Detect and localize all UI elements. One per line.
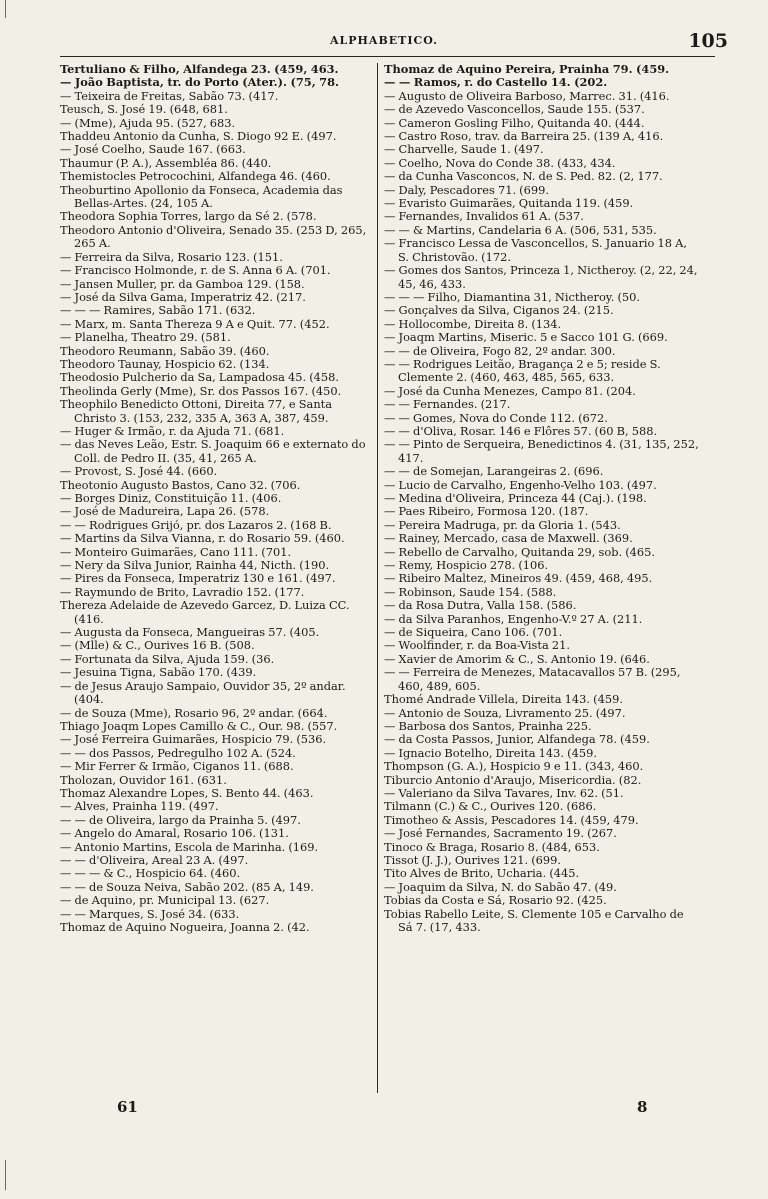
directory-entry: Thomaz de Aquino Nogueira, Joanna 2. (42.	[60, 920, 310, 934]
directory-entry: — Joaquim da Silva, N. do Sabão 47. (49.	[384, 879, 617, 894]
directory-entry: — Raymundo de Brito, Lavradio 152. (177.	[60, 584, 305, 599]
right-column	[384, 63, 700, 934]
header-rule	[60, 56, 715, 57]
directory-entry: — — — & C., Hospicio 64. (460.	[60, 866, 241, 881]
directory-entry: — de Siqueira, Cano 106. (701.	[384, 625, 563, 640]
directory-entry: — da Silva Paranhos, Engenho-V.º 27 A. (211.	[384, 611, 643, 626]
directory-entry: — Angelo do Amaral, Rosario 106. (131.	[60, 826, 289, 841]
directory-entry: Thomé Andrade Villela, Direita 143. (459.	[384, 692, 623, 707]
directory-entry: — (Mlle) & C., Ourives 16 B. (508.	[60, 638, 255, 653]
directory-entry: — Teixeira de Freitas, Sabão 73. (417.	[60, 88, 279, 103]
directory-entry: — Provost, S. José 44. (660.	[60, 464, 218, 479]
directory-entry: — — — Ramires, Sabão 171. (632.	[60, 303, 256, 318]
directory-entry: Thaumur (P. A.), Assembléa 86. (440.	[60, 155, 272, 170]
directory-entry: Thereza Adelaide de Azevedo Garcez, D. Luiza CC. (416.	[60, 598, 350, 626]
directory-entry: — Lucio de Carvalho, Engenho-Velho 103. (497.	[384, 477, 657, 492]
directory-entry: — Robinson, Saude 154. (588.	[384, 584, 557, 599]
running-header: ALPHABETICO.	[329, 34, 438, 47]
directory-entry: — — de Souza Neiva, Sabão 202. (85 A, 149.	[60, 879, 314, 894]
page-number: 105	[688, 30, 728, 52]
directory-entry: — José de Madureira, Lapa 26. (578.	[60, 504, 270, 519]
directory-entry: Theoburtino Apollonio da Fonseca, Academia das Bellas-Artes. (24, 105 A.	[60, 182, 343, 211]
signature-mark-right: 8	[637, 1098, 648, 1116]
directory-entry: Theotonio Augusto Bastos, Cano 32. (706.	[60, 477, 301, 492]
directory-entry: — da Rosa Dutra, Valla 158. (586.	[384, 598, 577, 613]
directory-entry: — Woolfinder, r. da Boa-Vista 21.	[384, 638, 570, 653]
directory-entry: Tertuliano & Filho, Alfandega 23. (459, 463.	[60, 62, 339, 76]
directory-entry: — Francisco Holmonde, r. de S. Anna 6 A. (701.	[60, 263, 331, 278]
directory-entry: Tiburcio Antonio d'Araujo, Misericordia. (82.	[384, 772, 642, 787]
directory-entry: — Xavier de Amorim & C., S. Antonio 19. (646.	[384, 651, 650, 666]
directory-entry: — — Marques, S. José 34. (633.	[60, 906, 240, 921]
directory-entry: — José Ferreira Guimarães, Hospicio 79. (536.	[60, 732, 327, 747]
directory-entry: — Charvelle, Saude 1. (497.	[384, 142, 544, 157]
left-margin-mark	[5, 1160, 6, 1190]
directory-entry: — de Azevedo Vasconcellos, Saude 155. (537.	[384, 102, 645, 117]
directory-entry: — Medina d'Oliveira, Princeza 44 (Caj.). (198.	[384, 491, 647, 505]
directory-entry: — Gonçalves da Silva, Ciganos 24. (215.	[384, 303, 614, 318]
directory-entry: Tinoco & Braga, Rosario 8. (484, 653.	[384, 839, 600, 854]
directory-entry: — Mir Ferrer & Irmão, Ciganos 11. (688.	[60, 759, 294, 774]
directory-entry: — Jansen Muller, pr. da Gamboa 129. (158.	[60, 276, 305, 291]
directory-entry: — Nery da Silva Junior, Rainha 44, Nicth. (190.	[60, 558, 330, 573]
directory-entry: — Castro Roso, trav. da Barreira 25. (139 A, 416.	[384, 129, 664, 144]
directory-entry: — Gomes dos Santos, Princeza 1, Nictheroy. (2, 22, 24, 45, 46, 433.	[384, 263, 698, 291]
directory-entry: — — Rodrigues Grijó, pr. dos Lazaros 2. (168 B.	[60, 517, 332, 532]
directory-entry: — Evaristo Guimarães, Quitanda 119. (459.	[384, 196, 634, 211]
directory-entry: Tissot (J. J.), Ourives 121. (699.	[384, 852, 562, 867]
directory-entry: — Daly, Pescadores 71. (699.	[384, 182, 549, 197]
directory-entry: Theodoro Taunay, Hospicio 62. (134.	[60, 356, 270, 371]
directory-entry: — — dos Passos, Pedregulho 102 A. (524.	[60, 745, 296, 760]
directory-entry: — Rebello de Carvalho, Quitanda 29, sob. (465.	[384, 544, 656, 559]
directory-entry: Tholozan, Ouvidor 161. (631.	[60, 772, 227, 787]
directory-entry: — — Gomes, Nova do Conde 112. (672.	[384, 410, 608, 425]
directory-entry: — Cameron Gosling Filho, Quitanda 40. (444.	[384, 115, 645, 130]
directory-entry: — Joaqm Martins, Miseric. 5 e Sacco 101 G. (669.	[384, 330, 668, 345]
directory-entry: Timotheo & Assis, Pescadores 14. (459, 479.	[384, 812, 639, 827]
directory-entry: — da Cunha Vasconcos, N. de S. Ped. 82. (2, 177.	[384, 169, 663, 184]
directory-entry: — Fortunata da Silva, Ajuda 159. (36.	[60, 651, 275, 666]
directory-entry: Theolinda Gerly (Mme), Sr. dos Passos 167. (450.	[60, 383, 342, 398]
directory-entry: — — de Oliveira, largo da Prainha 5. (497.	[60, 812, 301, 827]
directory-entry: — Coelho, Nova do Conde 38. (433, 434.	[384, 155, 616, 170]
directory-entry: — Remy, Hospicio 278. (106.	[384, 558, 549, 573]
directory-entry: — — — Filho, Diamantina 31, Nictheroy. (50.	[384, 289, 641, 304]
directory-entry: — José da Cunha Menezes, Campo 81. (204.	[384, 383, 636, 398]
directory-entry: Thaddeu Antonio da Cunha, S. Diogo 92 E. (497.	[60, 129, 337, 144]
directory-entry: Theodoro Reumann, Sabão 39. (460.	[60, 343, 270, 358]
directory-entry: — (Mme), Ajuda 95. (527, 683.	[60, 115, 236, 130]
directory-entry: Thomaz de Aquino Pereira, Prainha 79. (459.	[384, 62, 670, 76]
directory-entry: — Marx, m. Santa Thereza 9 A e Quit. 77. (452.	[60, 316, 330, 331]
directory-entry: — José Coelho, Saude 167. (663.	[60, 142, 246, 157]
directory-entry: — — Pinto de Serqueira, Benedictinos 4. (31, 135, 252, 417.	[384, 437, 699, 465]
directory-entry: — — Ramos, r. do Castello 14. (202.	[384, 75, 608, 90]
directory-entry: — — d'Oliva, Rosar. 146 e Flôres 57. (60 B, 588.	[384, 423, 658, 438]
directory-entry: — José Fernandes, Sacramento 19. (267.	[384, 826, 617, 841]
directory-entry: — Francisco Lessa de Vasconcellos, S. Januario 18 A, S. Christovão. (172.	[384, 236, 688, 264]
directory-entry: — Alves, Prainha 119. (497.	[60, 799, 219, 814]
directory-entry: Tobias Rabello Leite, S. Clemente 105 e Carvalho de Sá 7. (17, 433.	[384, 906, 684, 934]
directory-entry: Tobias da Costa e Sá, Rosario 92. (425.	[384, 893, 607, 908]
directory-entry: — João Baptista, tr. do Porto (Ater.). (75, 78.	[60, 75, 339, 90]
directory-entry: — Augusta da Fonseca, Mangueiras 57. (405.	[60, 625, 320, 640]
directory-entry: — das Neves Leão, Estr. S. Joaquim 66 e externato do Coll. de Pedro II. (35, 41, 265 A.	[60, 437, 366, 465]
directory-entry: Theodora Sophia Torres, largo da Sé 2. (578.	[60, 209, 317, 224]
directory-entry: — Ferreira da Silva, Rosario 123. (151.	[60, 249, 283, 264]
directory-entry: — de Jesus Araujo Sampaio, Ouvidor 35, 2º andar. (404.	[60, 678, 346, 707]
directory-entry: Theodosio Pulcherio da Sa, Lampadosa 45. (458.	[60, 370, 340, 385]
directory-entry: Thomaz Alexandre Lopes, S. Bento 44. (463.	[60, 785, 314, 800]
directory-entry: — — Rodrigues Leitão, Bragança 2 e 5; reside S. Clemente 2. (460, 463, 485, 565, 633.	[384, 356, 661, 385]
left-column	[60, 63, 376, 934]
directory-entry: — — Ferreira de Menezes, Matacavallos 57 B. (295, 460, 489, 605.	[384, 665, 681, 693]
directory-entry: — José da Silva Gama, Imperatriz 42. (217.	[60, 289, 306, 304]
directory-entry: — Rainey, Mercado, casa de Maxwell. (369.	[384, 531, 633, 546]
directory-entry: Thompson (G. A.), Hospicio 9 e 11. (343, 460.	[384, 759, 644, 774]
directory-entry: Themistocles Petrocochini, Alfandega 46. (460.	[60, 169, 331, 184]
directory-entry: — Fernandes, Invalidos 61 A. (537.	[384, 209, 584, 224]
directory-entry: — de Aquino, pr. Municipal 13. (627.	[60, 893, 270, 908]
directory-entry: — — Fernandes. (217.	[384, 397, 511, 412]
directory-entry: — Jesuina Tigna, Sabão 170. (439.	[60, 665, 257, 680]
directory-entry: — de Souza (Mme), Rosario 96, 2º andar. (664.	[60, 705, 328, 720]
signature-mark-left: 61	[117, 1098, 138, 1116]
directory-entry: Theodoro Antonio d'Oliveira, Senado 35. (253 D, 265, 265 A.	[60, 222, 367, 251]
directory-entry: Theophilo Benedicto Ottoni, Direita 77, e Santa Christo 3. (153, 232, 335 A, 363 A, 387, 459.	[60, 397, 333, 425]
directory-entry: Tilmann (C.) & C., Ourives 120. (686.	[384, 799, 597, 814]
directory-entry: Tito Alves de Brito, Ucharia. (445.	[384, 866, 580, 881]
left-margin-mark	[5, 0, 6, 18]
directory-entry: Teusch, S. José 19. (648, 681.	[60, 102, 228, 117]
directory-entry: — Hollocombe, Direita 8. (134.	[384, 316, 562, 331]
directory-entry: — Ignacio Botelho, Direita 143. (459.	[384, 745, 597, 760]
directory-entry: — Martins da Silva Vianna, r. do Rosario 59. (460.	[60, 531, 345, 546]
directory-entry: Thiago Joaqm Lopes Camillo & C., Our. 98. (557.	[60, 718, 338, 733]
directory-entry: — Ribeiro Maltez, Mineiros 49. (459, 468, 495.	[384, 571, 653, 586]
directory-entry: — — de Somejan, Larangeiras 2. (696.	[384, 464, 604, 479]
directory-entry: — Borges Diniz, Constituição 11. (406.	[60, 491, 282, 505]
directory-entry: — — de Oliveira, Fogo 82, 2º andar. 300.	[384, 343, 616, 358]
directory-entry: — Planelha, Theatro 29. (581.	[60, 330, 231, 345]
directory-entry: — Antonio Martins, Escola de Marinha. (169.	[60, 839, 319, 854]
directory-entry: — Monteiro Guimarães, Cano 111. (701.	[60, 544, 292, 559]
directory-entry: — — & Martins, Candelaria 6 A. (506, 531, 535.	[384, 222, 657, 237]
directory-entry: — da Costa Passos, Junior, Alfandega 78. (459.	[384, 732, 650, 747]
column-divider	[377, 63, 378, 1093]
directory-entry: — Augusto de Oliveira Barboso, Marrec. 31. (416.	[384, 88, 670, 103]
directory-entry: — — d'Oliveira, Areal 23 A. (497.	[60, 852, 249, 867]
directory-entry: — Paes Ribeiro, Formosa 120. (187.	[384, 504, 589, 519]
directory-entry: — Valeriano da Silva Tavares, Inv. 62. (51.	[384, 785, 624, 800]
directory-entry: — Pereira Madruga, pr. da Gloria 1. (543.	[384, 517, 621, 532]
directory-entry: — Pires da Fonseca, Imperatriz 130 e 161. (497.	[60, 571, 336, 586]
directory-entry: — Antonio de Souza, Livramento 25. (497.	[384, 705, 626, 720]
directory-entry: — Huger & Irmão, r. da Ajuda 71. (681.	[60, 423, 285, 438]
directory-entry: — Barbosa dos Santos, Prainha 225.	[384, 718, 592, 733]
